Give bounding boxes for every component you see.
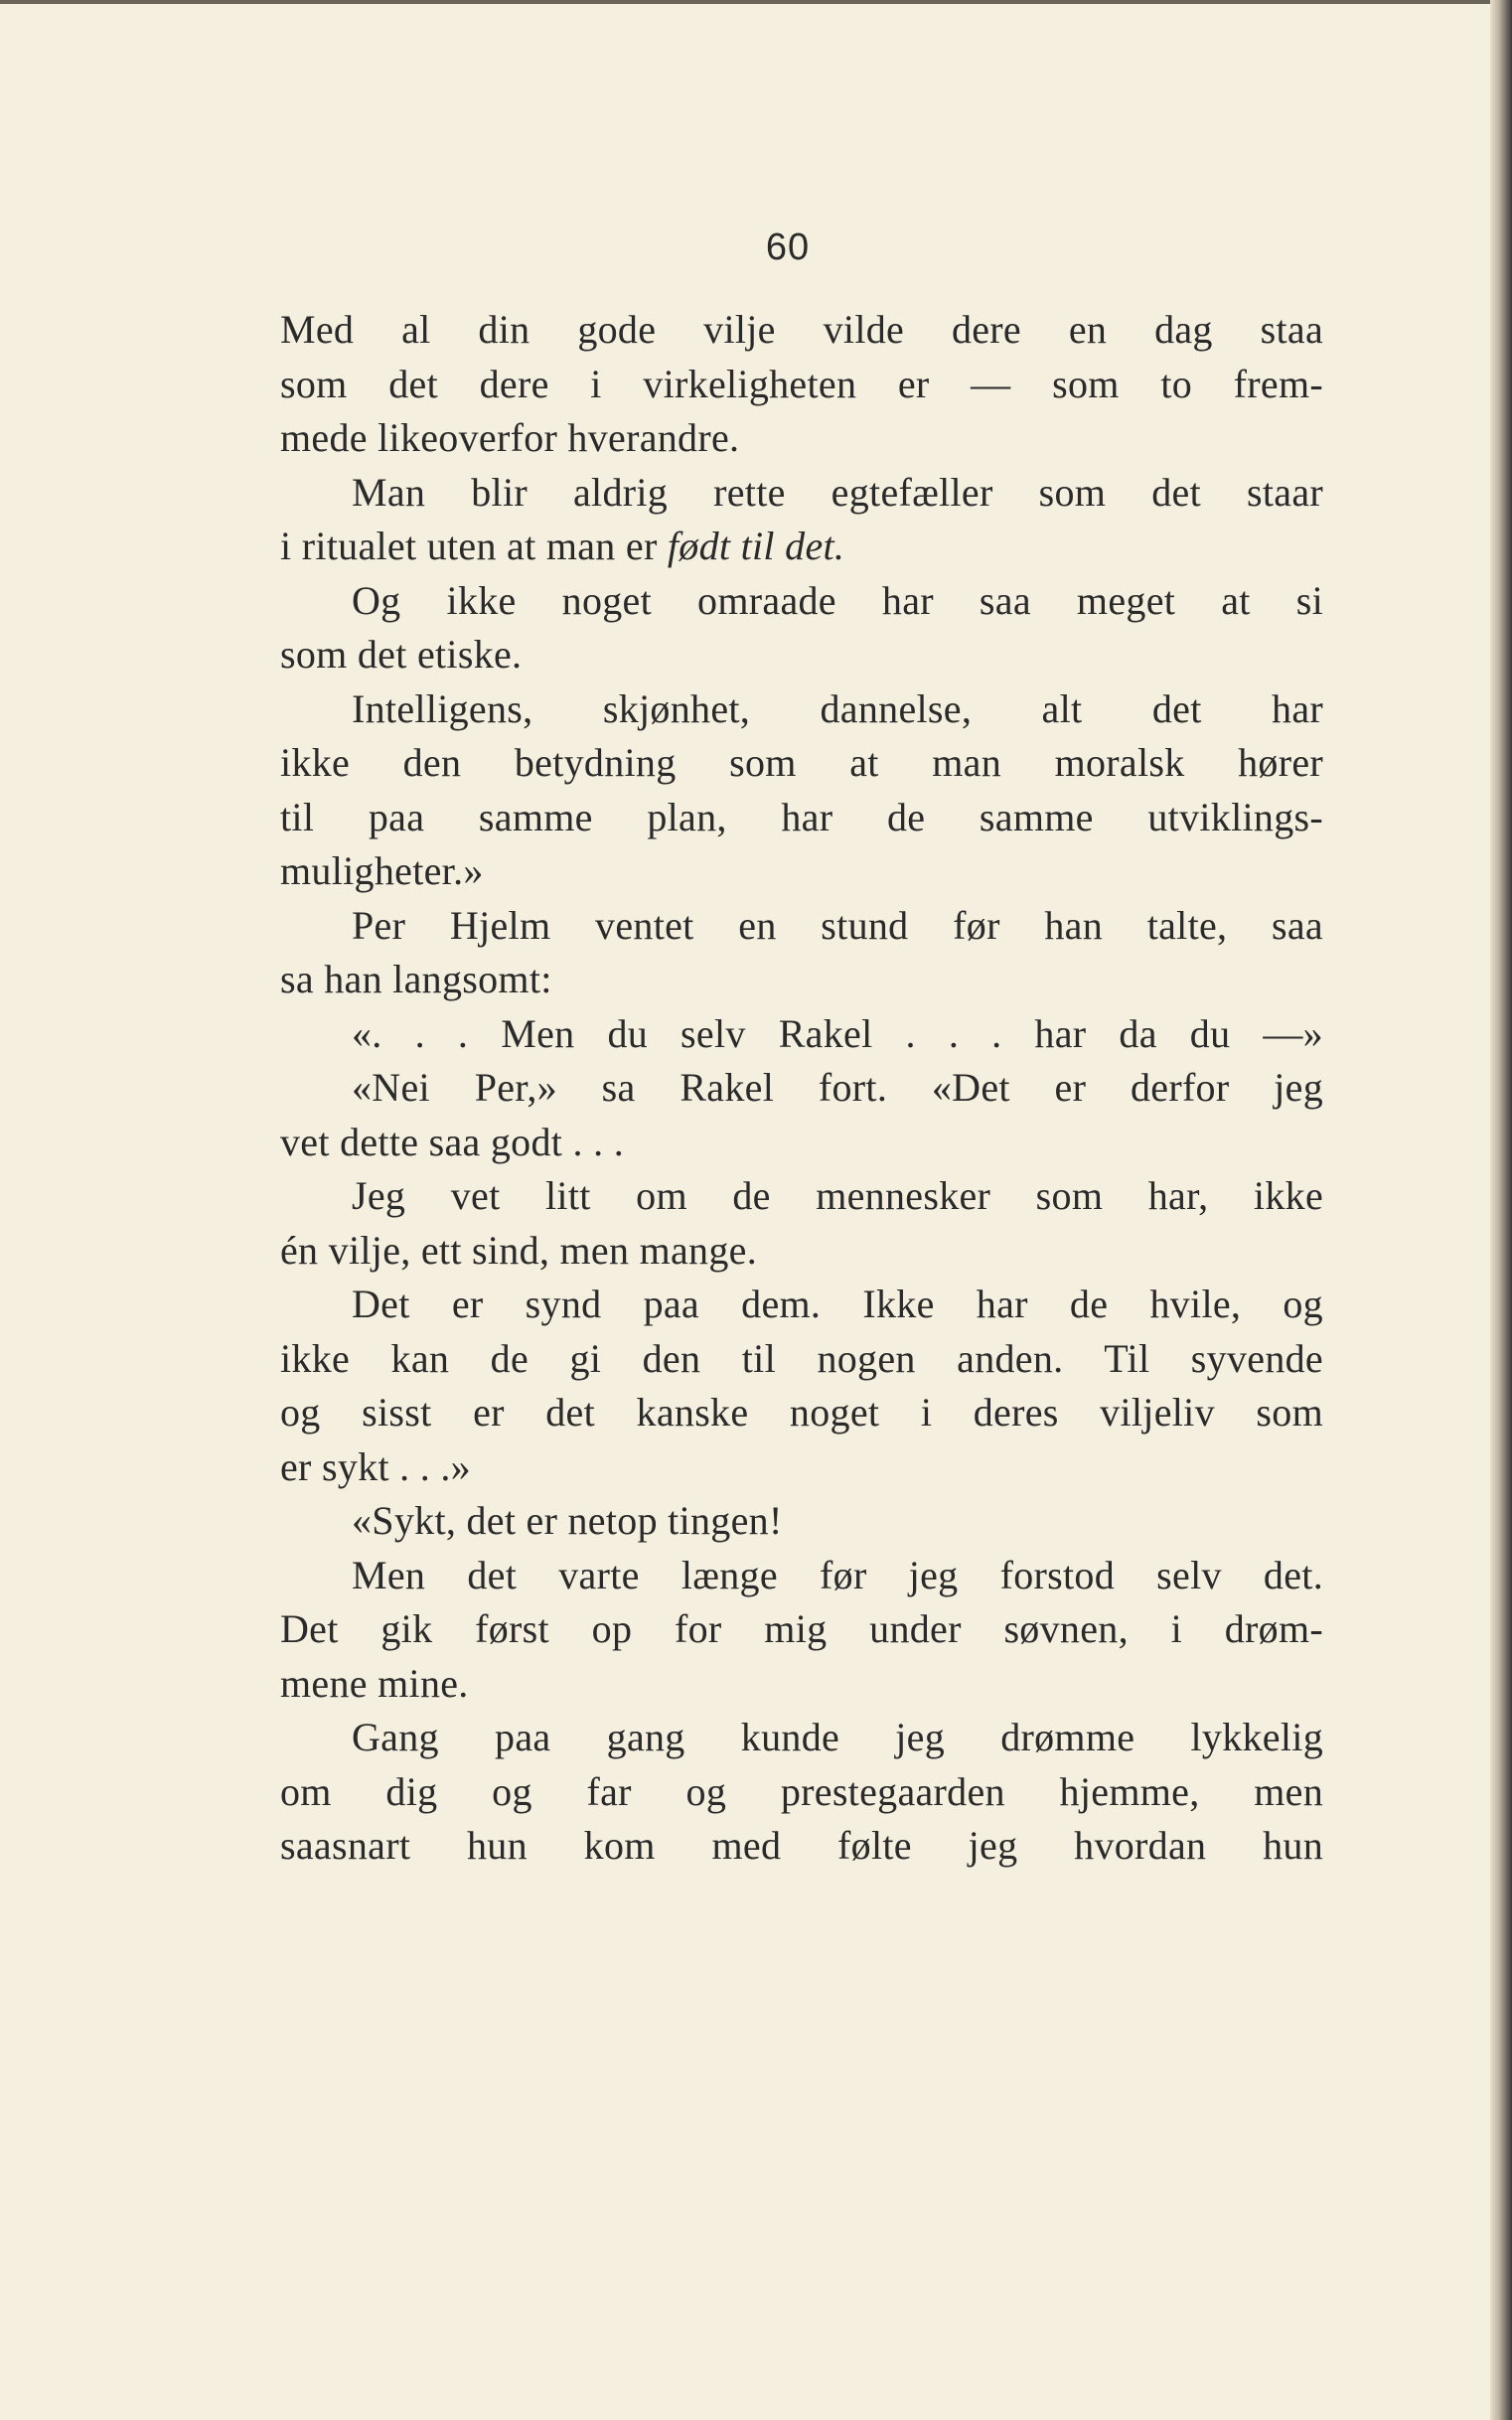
text-line: «Sykt, det er netop tingen! (352, 1498, 783, 1543)
text-line: «Nei Per,» sa Rakel fort. «Det er derfor jeg (352, 1065, 1323, 1110)
text-line: Intelligens, skjønhet, dannelse, alt det har (352, 685, 1323, 731)
text-line: mede likeoverfor hverandre. (280, 415, 740, 460)
text-line: Man blir aldrig rette egtefæller som det staar (352, 469, 1323, 515)
italic-text-span: født til det. (667, 524, 845, 568)
text-line: «. . . Men du selv Rakel . . . har da du —» (352, 1010, 1323, 1056)
text-line: Jeg vet litt om de mennesker som har, ikke (352, 1173, 1323, 1218)
text-line: ikke den betydning som at man moralsk hører (280, 740, 1323, 785)
text-line: muligheter.» (280, 848, 484, 893)
text-line: mene mine. (280, 1660, 469, 1706)
text-line: Og ikke noget omraade har saa meget at si (352, 577, 1323, 623)
page-number: 60 (765, 227, 811, 268)
text-line: til paa samme plan, har de samme utviklings- (280, 794, 1323, 839)
text-line: sa han langsomt: (280, 957, 552, 1001)
text-line: og sisst er det kanske noget i deres viljeliv som (280, 1390, 1323, 1435)
text-line: ikke kan de gi den til nogen anden. Til syvende (280, 1335, 1323, 1381)
text-line: Men det varte længe før jeg forstod selv det. (352, 1552, 1323, 1597)
text-span: i ritualet uten at man er (280, 524, 668, 568)
text-line: som det dere i virkeligheten er — som to frem- (280, 361, 1323, 406)
text-line (280, 520, 1323, 574)
text-line: om dig og far og prestegaarden hjemme, men (280, 1768, 1323, 1814)
page-top-edge (0, 0, 1512, 4)
text-line: Med al din gode vilje vilde dere en dag staa (280, 307, 1323, 352)
text-line: Det er synd paa dem. Ikke har de hvile, og (352, 1282, 1323, 1326)
text-line: saasnart hun kom med følte jeg hvordan hun (280, 1823, 1323, 1868)
text-line: som det etiske. (280, 632, 523, 677)
text-line: Per Hjelm ventet en stund før han talte, saa (352, 902, 1323, 948)
text-line: Gang paa gang kunde jeg drømme lykkelig (352, 1715, 1323, 1759)
text-line: vet dette saa godt . . . (280, 1119, 624, 1164)
page-right-edge (1490, 0, 1512, 2420)
text-line: Det gik først op for mig under søvnen, i drøm- (280, 1606, 1323, 1651)
text-line: er sykt . . .» (280, 1443, 471, 1489)
body-text (280, 303, 1323, 1874)
text-line: én vilje, ett sind, men mange. (280, 1227, 757, 1273)
